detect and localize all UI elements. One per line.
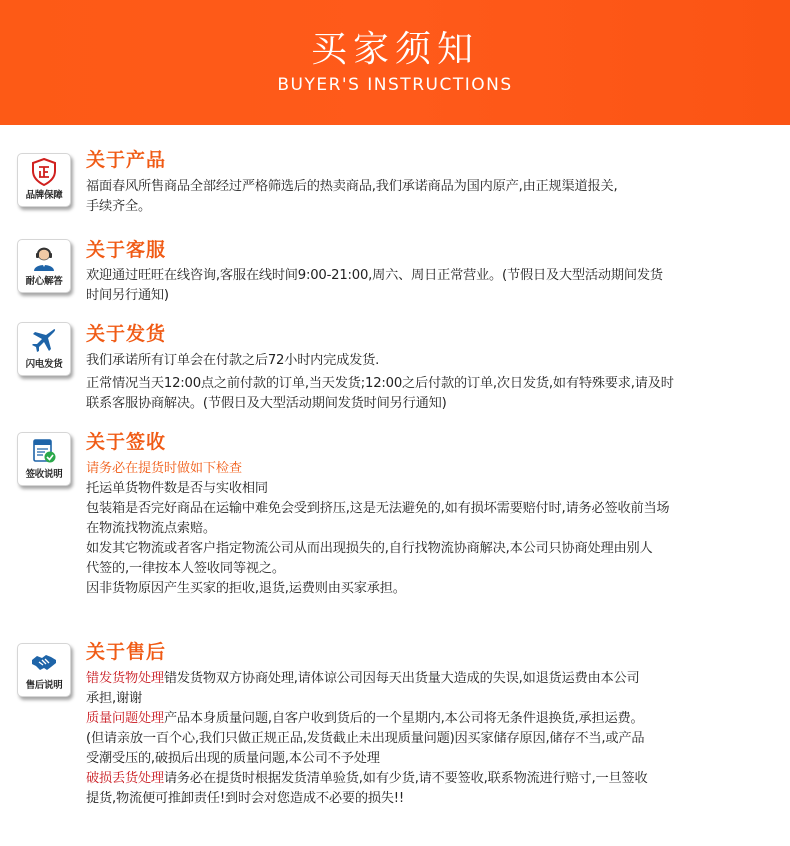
text-line: 因非货物原因产生买家的拒收,退货,运费则由买家承担。 (86, 581, 406, 596)
section-title: 关于发货 (86, 323, 167, 345)
badge-label: 品牌保障 (25, 190, 63, 201)
fast-shipping-badge (17, 322, 71, 376)
section-body (86, 351, 776, 414)
sign-receipt-badge (17, 432, 71, 486)
after-sales-badge (17, 643, 71, 697)
handshake-icon (31, 648, 57, 676)
text-line: 如发其它物流或者客户指定物流公司从而出现损失的,自行找物流协商解决,本公司只协商处理由别人 (86, 541, 653, 556)
text-line: 我们承诺所有订单会在付款之后72小时内完成发货. (86, 353, 380, 368)
section-body (86, 459, 776, 599)
text-line: 时间另行通知) (86, 288, 169, 303)
text-line: 受潮受压的,破损后出现的质量问题,本公司不予处理 (86, 751, 380, 766)
text-line: 托运单货物件数是否与实收相同 (86, 481, 268, 496)
item-label: 错发货物处理 (86, 671, 164, 686)
badge-label: 售后说明 (25, 680, 63, 691)
item-label: 质量问题处理 (86, 711, 164, 726)
highlight-line: 请务必在提货时做如下检查 (86, 461, 242, 476)
section-title: 关于产品 (86, 149, 167, 171)
airplane-icon (31, 327, 57, 355)
text-line: (但请亲放一百个心,我们只做正规正品,发货截止未出现质量问题)因买家储存原因,储存不当,或产品 (86, 731, 645, 746)
text-line: 提货,物流便可推卸责任!到时会对您造成不必要的损失!! (86, 791, 404, 806)
badge-label: 闪电发货 (25, 359, 63, 370)
text-line: 福面春风所售商品全部经过严格筛选后的热卖商品,我们承诺商品为国内原产,由正规渠道报关, (86, 179, 618, 194)
customer-service-badge (17, 239, 71, 293)
badge-label: 签收说明 (25, 469, 63, 480)
page-title: 买家须知 (310, 29, 479, 70)
brand-guarantee-icon (31, 158, 57, 186)
text-line: 正常情况当天12:00点之前付款的订单,当天发货;12:00之后付款的订单,次日发货,如有特殊要求,请及时 (86, 376, 674, 391)
text-line: 承担,谢谢 (86, 691, 142, 706)
section-body (86, 177, 776, 217)
text-line (86, 769, 776, 789)
text-line: 欢迎通过旺旺在线咨询,客服在线时间9:00-21:00,周六、周日正常营业。(节假日及大型活动期间发货 (86, 268, 663, 283)
customer-service-icon (31, 244, 57, 272)
brand-guarantee-badge (17, 153, 71, 207)
section-title: 关于签收 (86, 431, 167, 453)
section-title: 关于客服 (86, 239, 167, 261)
badge-label: 耐心解答 (25, 276, 63, 287)
text-line: 在物流找物流点索赔。 (86, 521, 216, 536)
header-banner (0, 0, 790, 125)
text-line: 代签的,一律按本人签收同等视之。 (86, 561, 285, 576)
text-line (86, 709, 776, 729)
page-subtitle: BUYER'S INSTRUCTIONS (277, 75, 513, 95)
item-label: 破损丢货处理 (86, 771, 164, 786)
text-line (86, 669, 776, 689)
item-text: 产品本身质量问题,自客户收到货后的一个星期内,本公司将无条件退换货,承担运费。 (163, 711, 644, 726)
text-line: 联系客服协商解决。(节假日及大型活动期间发货时间另行通知) (86, 396, 447, 411)
item-text: 请务必在提货时根据发货清单验货,如有少货,请不要签收,联系物流进行赔寸,一旦签收 (163, 771, 648, 786)
section-body (86, 669, 776, 809)
section-body (86, 266, 776, 306)
text-line: 包装箱是否完好商品在运输中难免会受到挤压,这是无法避免的,如有损坏需要赔付时,请务必签收前当场 (86, 501, 670, 516)
item-text: 错发货物双方协商处理,请体谅公司因每天出货量大造成的失误,如退货运费由本公司 (163, 671, 640, 686)
text-line: 手续齐全。 (86, 199, 151, 214)
section-title: 关于售后 (86, 641, 167, 663)
sign-receipt-icon (31, 437, 57, 465)
